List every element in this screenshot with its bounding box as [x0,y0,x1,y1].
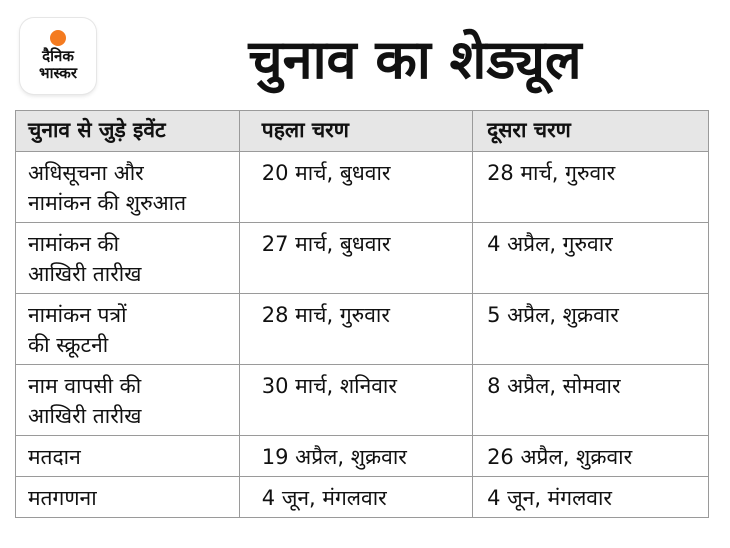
event-line: नामांकन की शुरुआत [28,191,187,215]
logo-text-line2: भास्कर [39,64,77,82]
event-line: अधिसूचना और [28,161,144,185]
event-line: मतगणना [28,486,97,510]
schedule-table [15,110,709,518]
table-row [16,477,709,518]
event-line: नामांकन पत्रों [28,303,127,327]
sun-logo-icon [50,30,66,46]
phase2-cell: 5 अप्रैल, शुक्रवार [473,294,709,365]
event-cell [16,477,240,518]
dainik-bhaskar-logo [20,18,96,94]
phase1-cell: 19 अप्रैल, शुक्रवार [239,436,472,477]
logo-text-line1: दैनिक [42,47,74,65]
event-cell [16,436,240,477]
event-cell [16,365,240,436]
table-row [16,436,709,477]
phase1-cell: 28 मार्च, गुरुवार [239,294,472,365]
event-line: नामांकन की [28,232,120,256]
event-cell [16,152,240,223]
event-cell [16,223,240,294]
phase2-cell: 26 अप्रैल, शुक्रवार [473,436,709,477]
header-phase1: पहला चरण [239,111,472,152]
phase2-cell: 4 अप्रैल, गुरुवार [473,223,709,294]
event-line: मतदान [28,445,81,469]
event-line: की स्क्रूटनी [28,333,109,357]
table-row [16,294,709,365]
event-cell [16,294,240,365]
table-header-row [16,111,709,152]
header-phase2: दूसरा चरण [473,111,709,152]
event-line: नाम वापसी की [28,374,142,398]
page-title: चुनाव का शेड्यूल [248,28,582,91]
phase2-cell: 4 जून, मंगलवार [473,477,709,518]
table-row [16,365,709,436]
event-line: आखिरी तारीख [28,404,142,428]
table-row [16,223,709,294]
phase2-cell: 8 अप्रैल, सोमवार [473,365,709,436]
phase1-cell: 4 जून, मंगलवार [239,477,472,518]
event-line: आखिरी तारीख [28,262,142,286]
table-row [16,152,709,223]
header-event: चुनाव से जुड़े इवेंट [16,111,240,152]
phase1-cell: 20 मार्च, बुधवार [239,152,472,223]
phase1-cell: 27 मार्च, बुधवार [239,223,472,294]
phase2-cell: 28 मार्च, गुरुवार [473,152,709,223]
phase1-cell: 30 मार्च, शनिवार [239,365,472,436]
